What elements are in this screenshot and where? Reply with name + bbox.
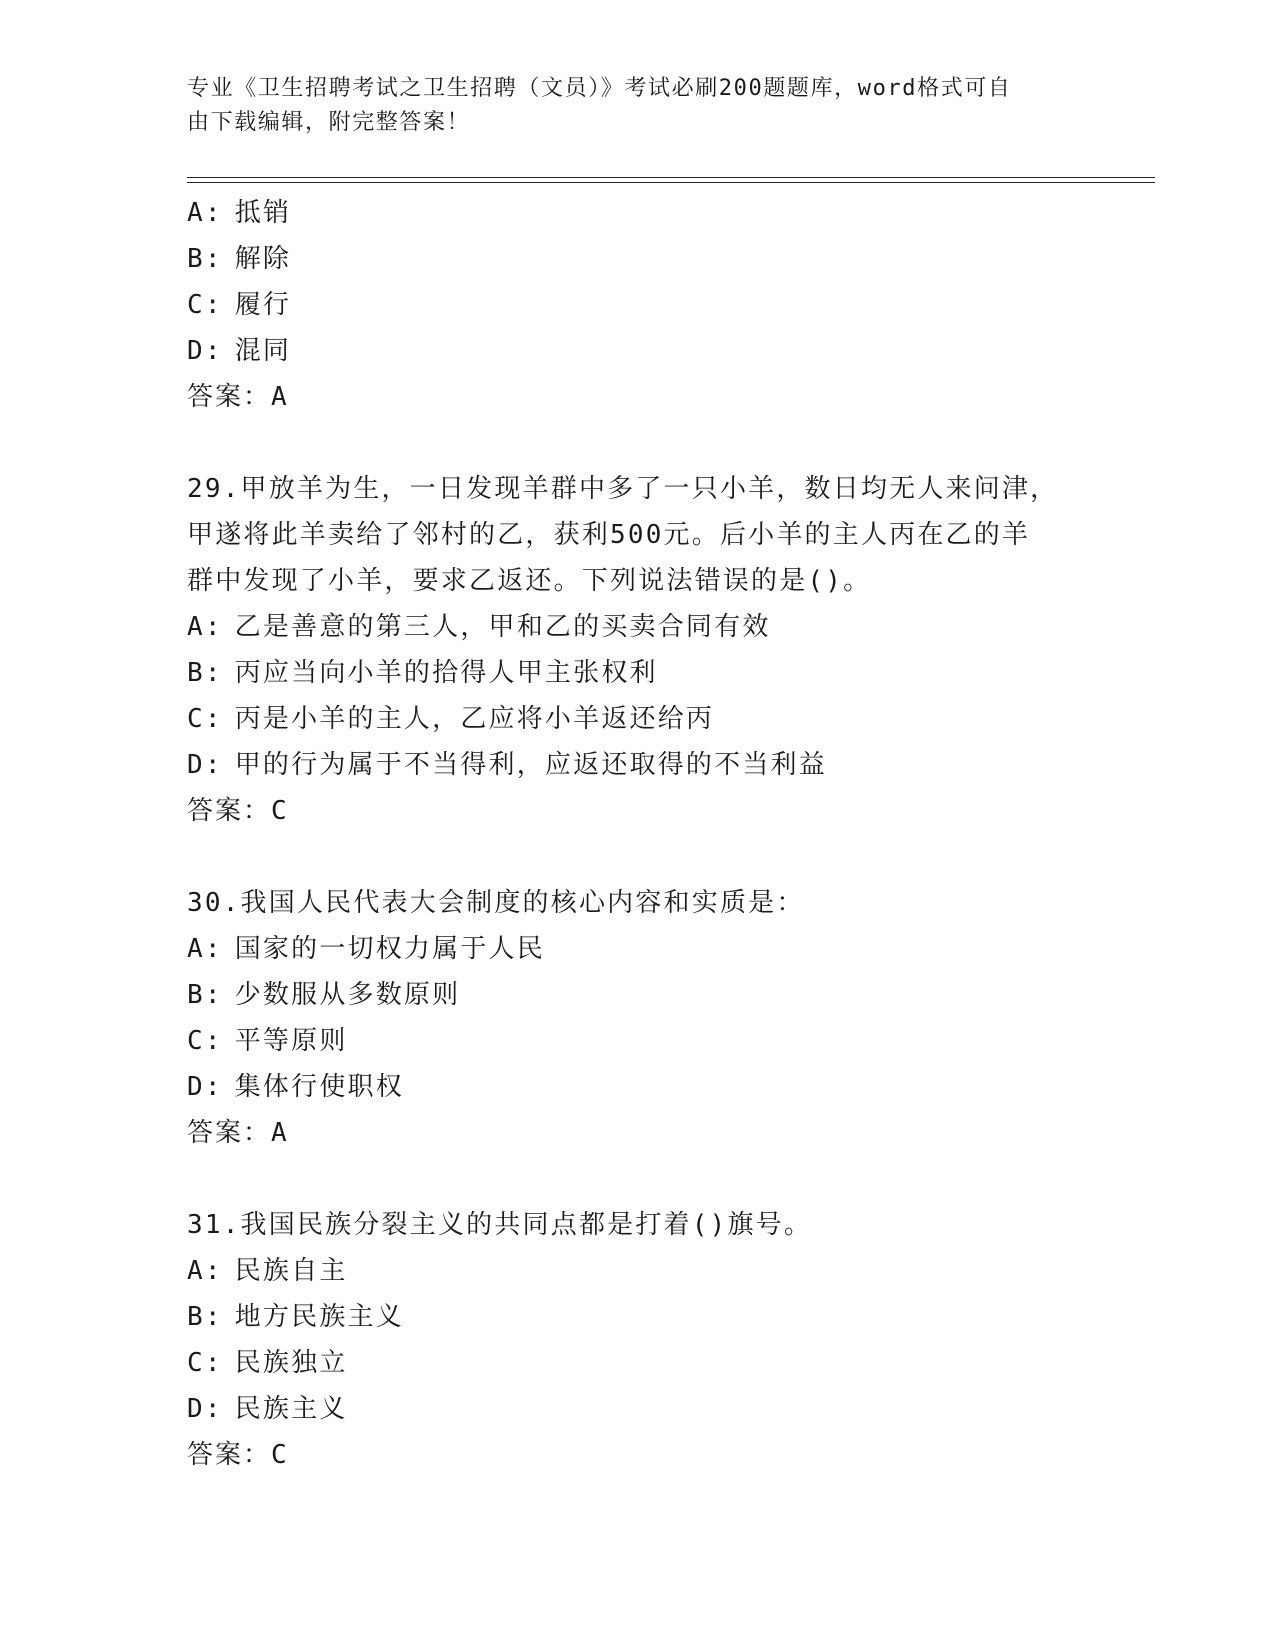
- answer-line: 答案：C: [187, 1440, 289, 1470]
- option-a: A: 民族自主: [187, 1256, 348, 1286]
- option-a: A: 国家的一切权力属于人民: [187, 934, 545, 964]
- answer-value: C: [271, 796, 289, 826]
- option-c: C: 民族独立: [187, 1348, 348, 1378]
- option-d: D: 集体行使职权: [187, 1072, 404, 1102]
- option-d: D: 甲的行为属于不当得利，应返还取得的不当利益: [187, 750, 827, 780]
- answer-line: 答案：A: [187, 382, 289, 412]
- answer-line: 答案：C: [187, 796, 289, 826]
- answer-value: C: [271, 1440, 289, 1470]
- option-c: C: 平等原则: [187, 1026, 348, 1056]
- option-d: D: 混同: [187, 336, 292, 366]
- question-stem-line: 31.我国民族分裂主义的共同点都是打着()旗号。: [187, 1210, 813, 1240]
- option-a: A: 乙是善意的第三人，甲和乙的买卖合同有效: [187, 612, 771, 642]
- option-a: A: 抵销: [187, 198, 292, 228]
- answer-value: A: [271, 382, 289, 412]
- option-c: C: 履行: [187, 290, 292, 320]
- question-stem-line: 30.我国人民代表大会制度的核心内容和实质是：: [187, 888, 805, 918]
- question-stem-line: 群中发现了小羊，要求乙返还。下列说法错误的是()。: [187, 566, 872, 596]
- question-29-block: [187, 466, 1087, 834]
- answer-line: 答案：A: [187, 1118, 289, 1148]
- question-28-block: [187, 190, 1087, 420]
- question-stem-line: 29.甲放羊为生，一日发现羊群中多了一只小羊，数日均无人来问津，: [187, 474, 1059, 504]
- option-d: D: 民族主义: [187, 1394, 348, 1424]
- document-header: [187, 72, 1067, 140]
- question-list: [187, 190, 1087, 1478]
- header-divider-bottom: [187, 182, 1155, 183]
- header-line-1: 专业《卫生招聘考试之卫生招聘（文员）》考试必刷200题题库，word格式可自: [187, 76, 1012, 101]
- answer-value: A: [271, 1118, 289, 1148]
- option-c: C: 丙是小羊的主人，乙应将小羊返还给丙: [187, 704, 715, 734]
- option-b: B: 地方民族主义: [187, 1302, 404, 1332]
- question-stem-line: 甲遂将此羊卖给了邻村的乙，获利500元。后小羊的主人丙在乙的羊: [187, 520, 1031, 550]
- header-divider-top: [187, 177, 1155, 178]
- option-b: B: 解除: [187, 244, 292, 274]
- question-30-block: [187, 880, 1087, 1156]
- option-b: B: 少数服从多数原则: [187, 980, 461, 1010]
- option-b: B: 丙应当向小羊的拾得人甲主张权利: [187, 658, 658, 688]
- header-line-2: 由下载编辑，附完整答案！: [187, 110, 471, 135]
- question-31-block: [187, 1202, 1087, 1478]
